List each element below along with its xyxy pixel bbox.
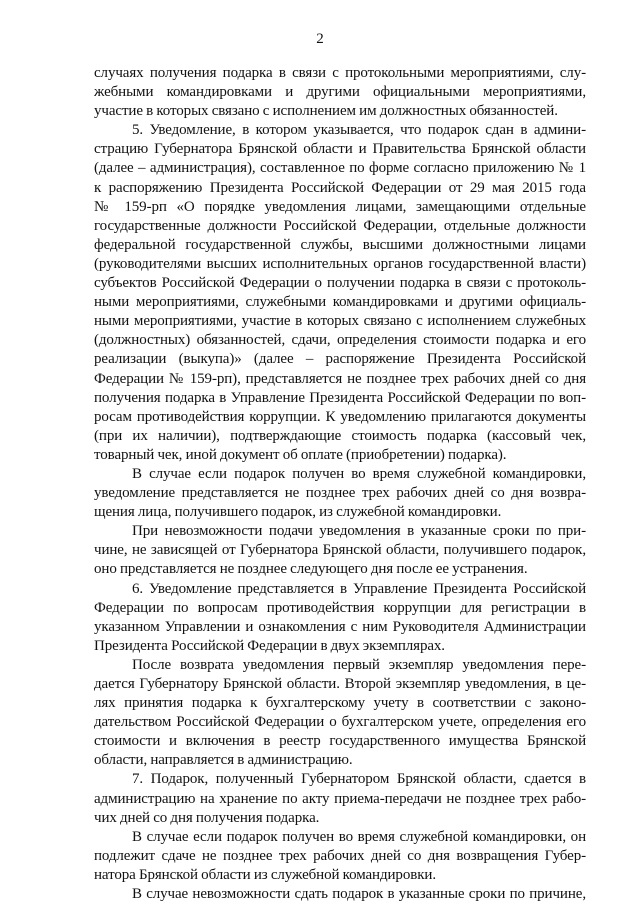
text-line: случаях получения подарка в связи с протокольными мероприятиями, слу- (94, 65, 586, 81)
text-line: (при их наличии), подтверждающие стоимость подарка (кассовый чек, (94, 427, 586, 444)
text-line: В случае если подарок получен во время служебной командировки, (132, 465, 586, 482)
paragraph (94, 580, 586, 656)
text-line: страцию Губернатора Брянской области и Правительства Брянской области (94, 141, 586, 158)
text-line: дательством Российской Федерации о бухгалтерском учете, определения его (94, 714, 586, 731)
text-line: товарный чек, иной документ об оплате (приобретении) подарка). (94, 446, 507, 463)
text-line: 5. Уведомление, в котором указывается, что подарок сдан в админи- (132, 122, 586, 139)
text-line: участие в которых связано с исполнением им должностных обязанностей. (94, 103, 558, 120)
text-line: администрацию на хранение по акту приема-передачи не позднее трех рабо- (94, 790, 586, 807)
text-line: щения лица, получившего подарок, из служебной командировки. (94, 504, 502, 521)
page-number: 2 (316, 31, 324, 47)
text-line: 6. Уведомление представляется в Управление Президента Российской (132, 580, 586, 597)
text-line: к распоряжению Президента Российской Федерации от 29 мая 2015 года (94, 179, 586, 196)
paragraph (94, 885, 586, 904)
text-line: чине, не зависящей от Губернатора Брянской области, получившего подарок, (94, 542, 586, 559)
text-line: лях принятия подарка к бухгалтерскому учету в соответствии с законо- (94, 695, 586, 712)
text-line: подлежит сдаче не позднее трех рабочих дней со дня возвращения Губер- (94, 847, 586, 864)
text-line: стоимости и включения в реестр государственного имущества Брянской (94, 733, 586, 750)
text-line: натора Брянской области из служебной командировки. (94, 866, 436, 883)
text-line: № 159-рп «О порядке уведомления лицами, замещающими отдельные (94, 198, 586, 215)
paragraph (94, 770, 586, 827)
paragraph (94, 656, 586, 771)
text-line: федеральной государственной службы, высшими должностными лицами (94, 236, 586, 253)
paragraph (94, 828, 586, 885)
text-line: области, направляется в администрацию. (94, 752, 353, 769)
text-line: В случае невозможности сдать подарок в указанные сроки по причине, (132, 886, 586, 903)
text-line: оно представляется не позднее следующего дня после ее устранения. (94, 561, 528, 578)
document-body (94, 64, 586, 904)
text-line: (далее – администрация), составленное по форме согласно приложению № 1 (94, 160, 586, 177)
paragraph (94, 522, 586, 579)
paragraph (94, 465, 586, 522)
text-line: В случае если подарок получен во время служебной командировки, он (132, 828, 586, 845)
text-line: росам противодействия коррупции. К уведомлению прилагаются документы (94, 408, 586, 425)
text-line: субъектов Российской Федерации о получении подарка в связи с протоколь- (94, 275, 586, 292)
paragraph (94, 121, 586, 465)
text-line: (должностных) обязанностей, сдачи, определения стоимости подарка и его (94, 332, 586, 349)
text-line: жебными командировками и другими официальными мероприятиями, (94, 84, 586, 101)
text-line: После возврата уведомления первый экземпляр уведомления пере- (132, 656, 586, 673)
text-line: дается Губернатору Брянской области. Второй экземпляр уведомления, в це- (94, 676, 586, 692)
text-line: ными мероприятиями, служебными командировками и другими официаль- (94, 294, 586, 311)
text-line: реализации (выкупа)» (далее – распоряжение Президента Российской (94, 351, 586, 368)
text-line: чих дней со дня получения подарка. (94, 809, 320, 826)
text-line: государственные должности Российской Федерации, отдельные должности (94, 217, 586, 234)
text-line: При невозможности подачи уведомления в указанные сроки по при- (132, 523, 586, 540)
text-line: Президента Российской Федерации в двух экземплярах. (94, 637, 445, 654)
paragraph (94, 64, 586, 121)
text-line: получения подарка в Управление Президента Российской Федерации по воп- (94, 389, 586, 406)
text-line: ными мероприятиями, участие в которых связано с исполнением служебных (94, 313, 586, 330)
text-line: (руководителями высших исполнительных органов государственной власти) (94, 255, 586, 272)
text-line: Федерации № 159-рп), представляется не позднее трех рабочих дней со дня (94, 370, 586, 387)
text-line: уведомление представляется не позднее трех рабочих дней со дня возвра- (94, 485, 586, 502)
text-line: 7. Подарок, полученный Губернатором Брянской области, сдается в (132, 771, 586, 788)
text-line: указанном Управлении и ознакомления с ним Руководителя Администрации (94, 618, 586, 635)
text-line: Федерации по вопросам противодействия коррупции для регистрации в (94, 599, 586, 616)
